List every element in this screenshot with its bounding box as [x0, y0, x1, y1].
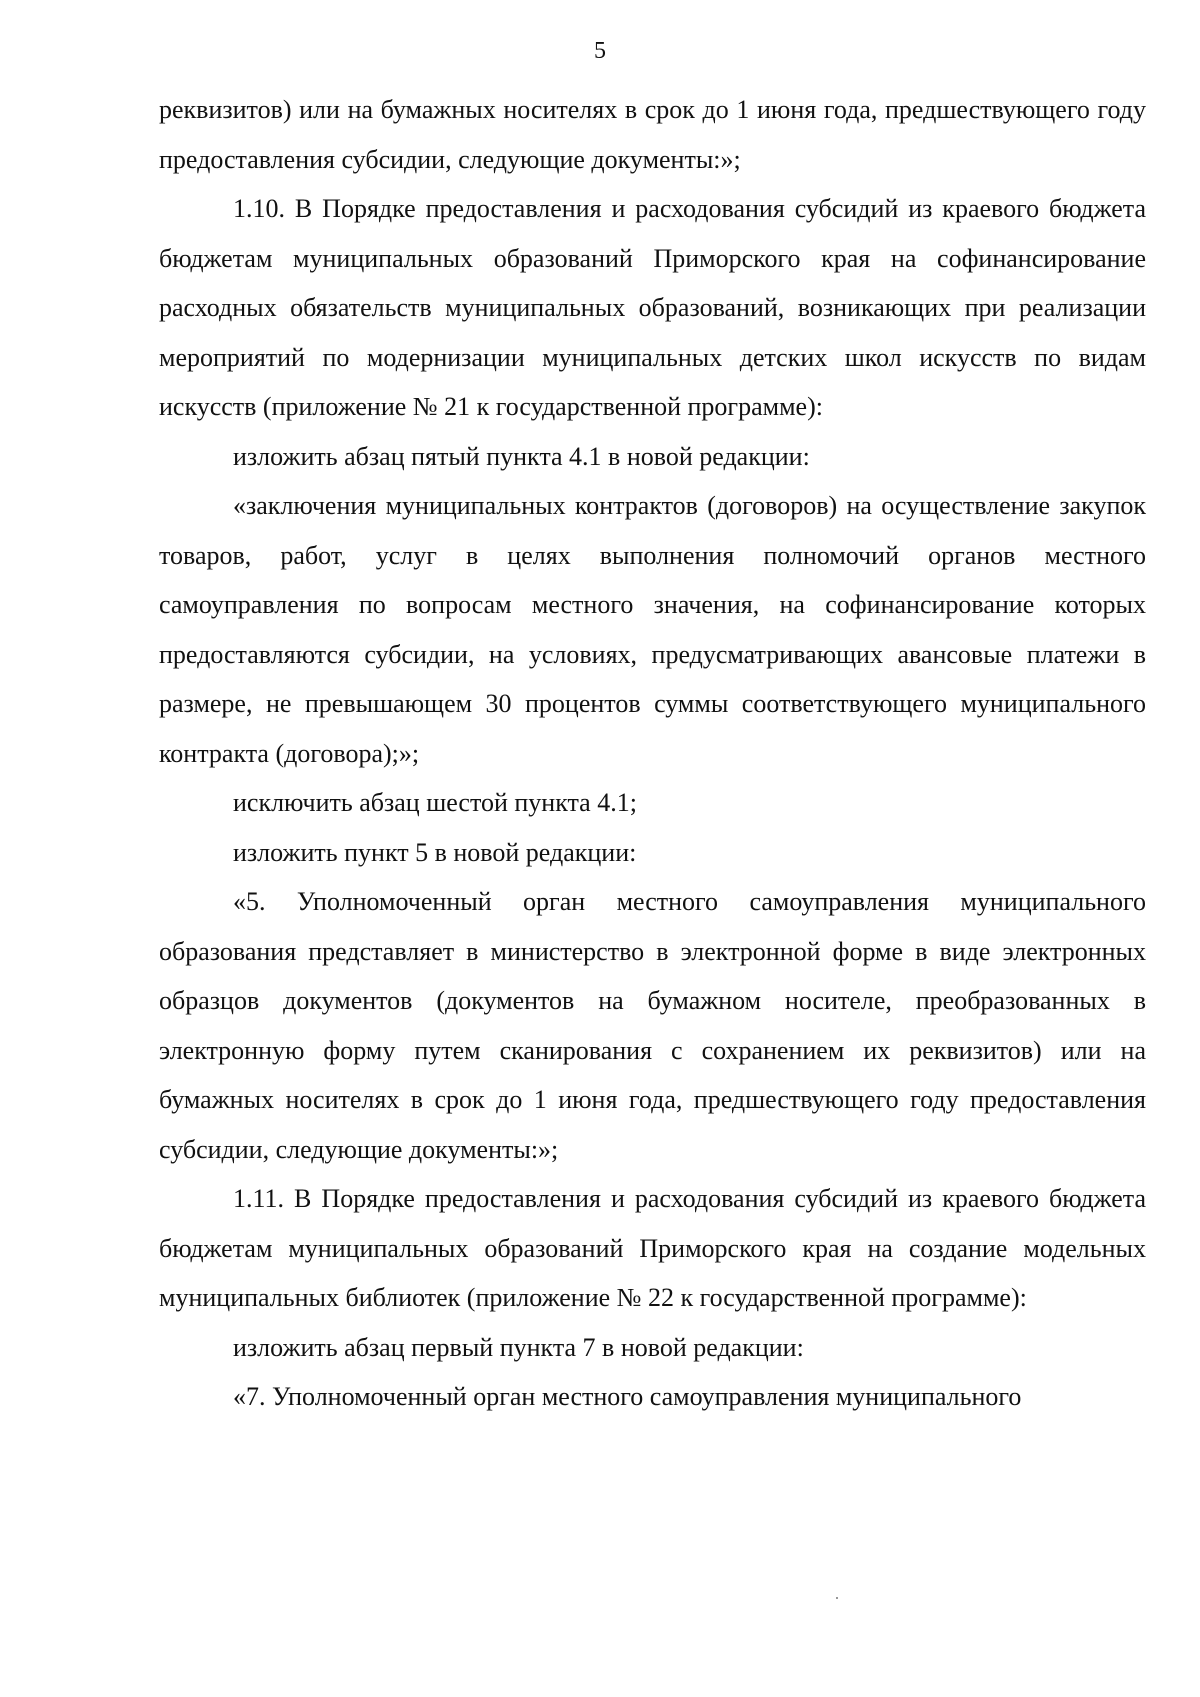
paragraph-quoted-5: «5. Уполномоченный орган местного самоуправления муниципального образования представляет в министерство в электронной форме в виде электронных образцов документов (документов на бумажном носителе, преобразованных в электронную форму путем сканирования с сохранением их реквизитов) или на бумажных носителях в срок до 1 июня года, предшествующего году предоставления субсидии, следующие документы:»;	[159, 887, 1146, 1164]
scan-artifact	[836, 1597, 838, 1599]
paragraph-continuation: реквизитов) или на бумажных носителях в срок до 1 июня года, предшествующего году предоставления субсидии, следующие документы:»;	[159, 95, 1146, 174]
page-number: 5	[594, 38, 606, 64]
paragraph-item-1-10: 1.10. В Порядке предоставления и расходования субсидий из краевого бюджета бюджетам муниципальных образований Приморского края на софинансирование расходных обязательств муниципальных образований, возникающих при реализации мероприятий по модернизации муниципальных детских школ искусств по видам искусств (приложение № 21 к государственной программе):	[159, 194, 1146, 421]
paragraph-instruction-5: изложить пункт 5 в новой редакции:	[233, 837, 637, 867]
document-body	[159, 85, 1146, 1422]
paragraph-exclude-4-1: исключить абзац шестой пункта 4.1;	[233, 788, 637, 817]
paragraph-item-1-11: 1.11. В Порядке предоставления и расходования субсидий из краевого бюджета бюджетам муниципальных образований Приморского края на создание модельных муниципальных библиотек (приложение № 22 к государственной программе):	[159, 1184, 1146, 1312]
paragraph-instruction-7: изложить абзац первый пункта 7 в новой редакции:	[233, 1332, 804, 1362]
paragraph-quoted-contracts: «заключения муниципальных контрактов (договоров) на осуществление закупок товаров, работ, услуг в целях выполнения полномочий органов местного самоуправления по вопросам местного значения, на софинансирование которых предоставляются субсидии, на условиях, предусматривающих авансовые платежи в размере, не превышающем 30 процентов суммы соответствующего муниципального контракта (договора);»;	[159, 491, 1146, 768]
paragraph-quoted-7: «7. Уполномоченный орган местного самоуправления муниципального	[233, 1382, 1022, 1411]
paragraph-instruction-4-1: изложить абзац пятый пункта 4.1 в новой редакции:	[233, 441, 810, 471]
